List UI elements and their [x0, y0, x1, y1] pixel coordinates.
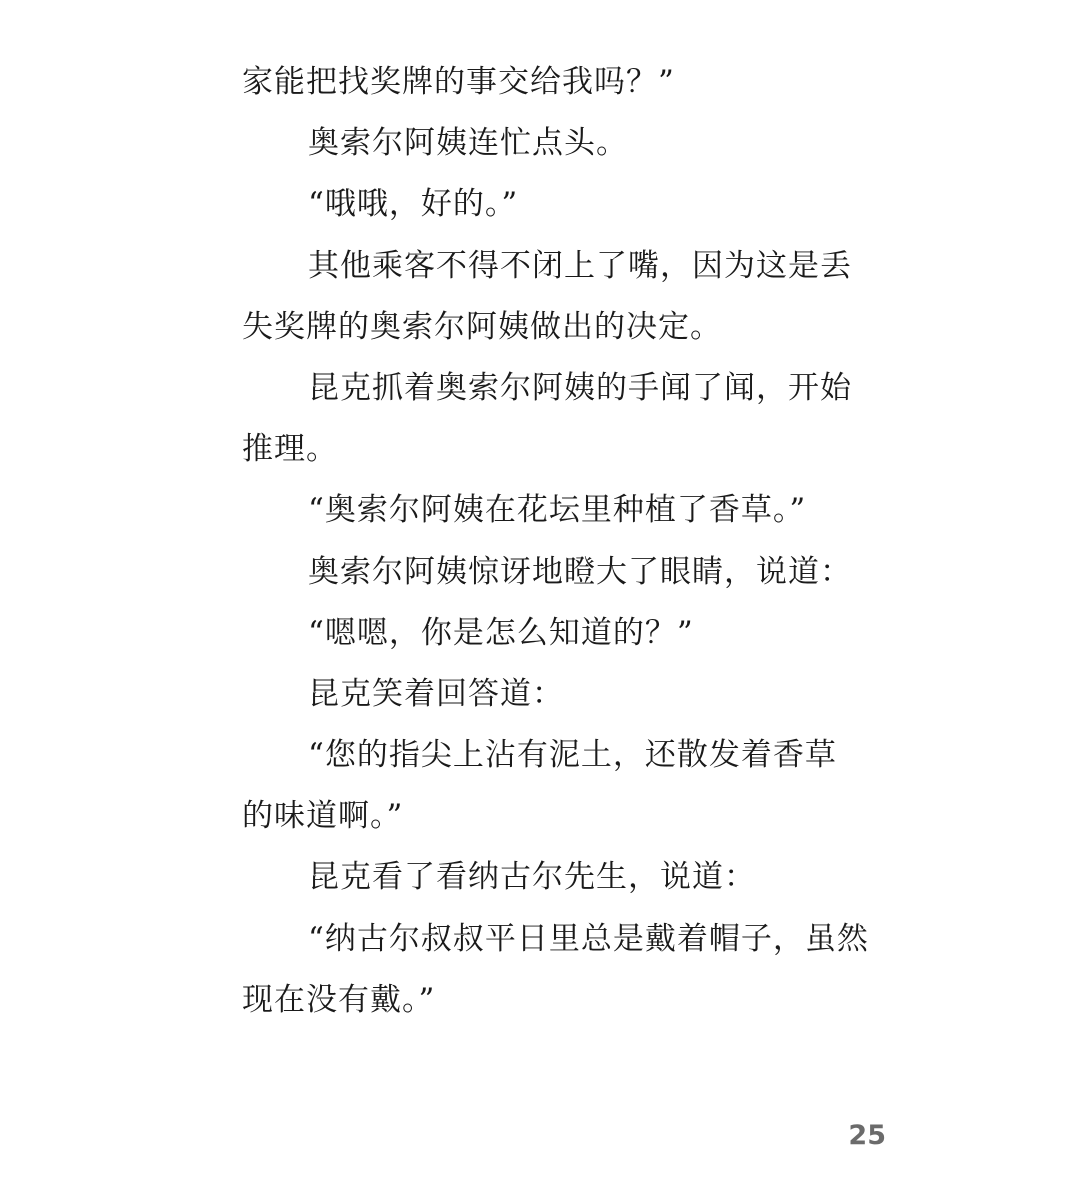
text-line: 奥索尔阿姨惊讶地瞪大了眼睛，说道：: [308, 553, 852, 590]
text-line: 其他乘客不得不闭上了嘴，因为这是丢: [308, 247, 852, 284]
text-line: 现在没有戴。”: [242, 981, 436, 1018]
text-line: 家能把找奖牌的事交给我吗？”: [242, 64, 675, 100]
text-line: 昆克笑着回答道：: [308, 675, 564, 712]
text-line: “纳古尔叔叔平日里总是戴着帽子，虽然: [308, 920, 869, 957]
text-line: 推理。: [242, 431, 338, 468]
text-line: “您的指尖上沾有泥土，还散发着香草: [308, 737, 837, 774]
text-line: 昆克抓着奥索尔阿姨的手闻了闻，开始: [308, 369, 852, 406]
text-line: 的味道啊。”: [242, 798, 404, 835]
text-line: “奥索尔阿姨在花坛里种植了香草。”: [308, 492, 807, 529]
text-line: 失奖牌的奥索尔阿姨做出的决定。: [242, 308, 722, 345]
text-line: 奥索尔阿姨连忙点头。: [308, 125, 628, 162]
page-number: 25: [848, 1120, 886, 1151]
text-line: “哦哦，好的。”: [308, 186, 519, 223]
text-line: 昆克看了看纳古尔先生，说道：: [308, 859, 756, 896]
body-text: [242, 52, 882, 1031]
text-line: “嗯嗯，你是怎么知道的？”: [308, 614, 694, 651]
